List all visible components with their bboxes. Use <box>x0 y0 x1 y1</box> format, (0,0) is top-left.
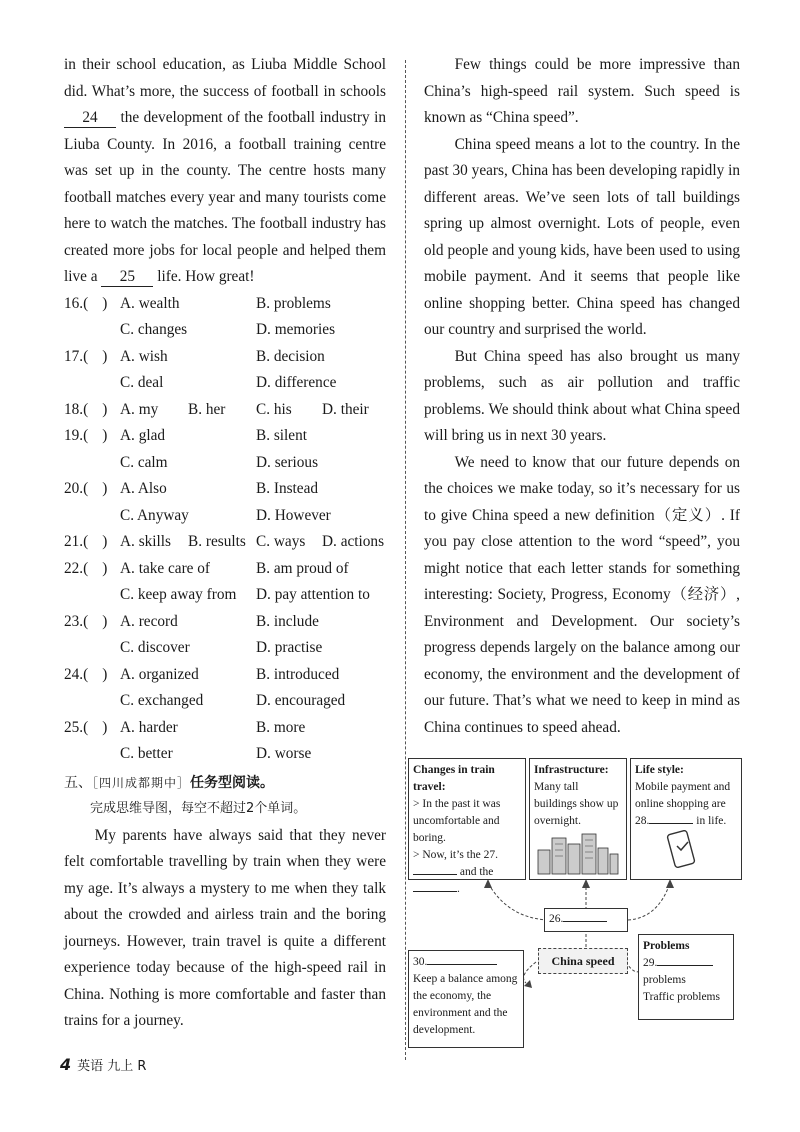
option-c: C. deal <box>120 374 164 391</box>
question-row-continued <box>64 450 386 477</box>
passage-paragraph <box>64 52 386 291</box>
lifestyle-text <box>635 779 737 830</box>
question-paren: ) <box>102 533 108 550</box>
question-paren: ) <box>102 427 108 444</box>
question-number <box>64 344 107 371</box>
option-b: B. decision <box>256 347 325 365</box>
question-paren: ) <box>102 612 108 630</box>
option-a: A. Also <box>120 480 167 497</box>
question-num-text: 18.( <box>64 400 89 418</box>
section-title: 任务型阅读。 <box>190 774 275 791</box>
question-num-text: 21.( <box>64 533 89 550</box>
option-c: C. discover <box>120 639 190 656</box>
question-paren: ) <box>102 718 108 736</box>
question-row <box>64 291 386 318</box>
lifestyle-text-b: in life. <box>696 815 727 827</box>
question-number <box>64 423 107 450</box>
question-paren: ) <box>102 347 108 365</box>
question-number <box>64 529 107 556</box>
blank-26 <box>563 921 607 922</box>
question-num-text: 17.( <box>64 347 89 365</box>
mobile-phone-icon <box>663 830 703 870</box>
option-a: A. my <box>120 400 159 418</box>
option-a: A. glad <box>120 427 166 444</box>
problems-box <box>638 934 734 1020</box>
passage-paragraph: Few things could be more impressive than China’s high-speed rail system. Such speed is known as “China speed”. <box>424 56 740 126</box>
question-row <box>64 715 386 742</box>
question-list <box>64 291 386 768</box>
option-a: A. wish <box>120 347 168 365</box>
question-row <box>64 529 386 556</box>
center-label: China speed <box>551 954 615 968</box>
question-row <box>64 556 386 583</box>
blank-29-label: 29. <box>643 957 658 969</box>
question-number <box>64 609 107 636</box>
option-d: D. difference <box>256 374 337 391</box>
question-row-continued <box>64 503 386 530</box>
option-b: B. include <box>256 612 319 630</box>
question-number <box>64 556 107 583</box>
option-c: C. Anyway <box>120 506 189 524</box>
option-a: A. record <box>120 612 178 630</box>
right-column <box>424 52 740 741</box>
left-column <box>64 52 386 1035</box>
question-row-continued <box>64 317 386 344</box>
option-d: D. pay attention to <box>256 586 370 603</box>
blank-27 <box>413 874 457 875</box>
blank-30 <box>427 964 497 965</box>
train-changes-title: Changes in train travel: <box>413 764 495 793</box>
question-paren: ) <box>102 559 108 577</box>
question-paren: ) <box>102 400 108 418</box>
train-changes-box <box>408 758 526 895</box>
lifestyle-title: Life style: <box>635 764 684 776</box>
option-b: B. her <box>188 400 226 418</box>
option-c: C. his <box>256 400 292 418</box>
question-row-continued <box>64 741 386 768</box>
text-segment: the development of the football industry in Liuba County. In 2016, a football training centre was set up in the county. The centre hosts many football matches every year and many tourists come here to watch the matches. The football industry has created more jobs for local people and helped them live a <box>64 109 386 285</box>
blank-26-label: 26. <box>549 913 564 925</box>
footer-label: 英语 九上 R <box>77 1059 147 1074</box>
text-segment: life. How great! <box>157 268 255 285</box>
question-row <box>64 344 386 371</box>
option-c: C. changes <box>120 321 188 338</box>
infrastructure-text: Many tall buildings show up overnight. <box>534 781 619 827</box>
passage-paragraph: But China speed has also brought us many problems, such as air pollution and traffic problems. We should think about what China speed will bring us in next 30 years. <box>424 347 740 444</box>
blank-25: 25 <box>101 268 153 287</box>
option-d: D. encouraged <box>256 692 346 709</box>
section-instruction: 完成思维导图，每空不超过2个单词。 <box>90 801 307 816</box>
problems-title: Problems <box>643 940 690 952</box>
question-row <box>64 476 386 503</box>
text-segment: in their school education, as Liuba Middle School did. What’s more, the success of football in schools <box>64 56 386 100</box>
mind-map <box>408 758 744 1053</box>
option-d: D. actions <box>322 533 385 550</box>
train-changes-past: > In the past it was uncomfortable and boring. <box>413 798 501 844</box>
question-number <box>64 662 107 689</box>
question-row <box>64 397 386 424</box>
option-d: D. serious <box>256 453 319 471</box>
option-b: B. introduced <box>256 665 340 683</box>
train-now-and: and the <box>459 866 494 878</box>
option-d: D. their <box>322 400 369 418</box>
option-b: B. more <box>256 718 306 736</box>
option-c: C. exchanged <box>120 692 204 709</box>
option-b: B. results <box>188 533 246 550</box>
infrastructure-box <box>529 758 627 880</box>
blank-28 <box>649 823 693 824</box>
option-a: A. organized <box>120 665 199 683</box>
question-row-continued <box>64 370 386 397</box>
question-paren: ) <box>102 665 108 683</box>
balance-text: Keep a balance among the economy, the environment and the development. <box>413 973 518 1036</box>
question-number <box>64 397 107 424</box>
blank-29 <box>657 965 713 966</box>
problems-item: problems <box>643 974 686 986</box>
option-c: C. calm <box>120 453 168 471</box>
infrastructure-title: Infrastructure: <box>534 764 609 776</box>
blank-24: 24 <box>64 109 116 128</box>
option-d: D. However <box>256 506 331 524</box>
question-num-text: 25.( <box>64 718 89 736</box>
column-divider <box>405 60 406 1060</box>
question-num-text: 16.( <box>64 294 89 312</box>
passage-paragraph: My parents have always said that they never felt comfortable travelling by train when they were my age. It’s always a mystery to me when they talk about the crowded and airless train and the boring journeys. However, train travel is quite a different experience today because of the high-speed rail in China. Nothing is more comfortable and faster than trains for a journey. <box>64 826 386 1029</box>
question-row <box>64 609 386 636</box>
question-number <box>64 291 107 318</box>
section-heading <box>64 770 386 797</box>
question-row-continued <box>64 582 386 609</box>
question-number <box>64 476 107 503</box>
lifestyle-text-a: Mobile payment and online shopping are <box>635 781 731 810</box>
question-number <box>64 715 107 742</box>
option-a: A. skills <box>120 533 171 550</box>
lifestyle-box <box>630 758 742 880</box>
question-row-continued <box>64 635 386 662</box>
option-d: D. worse <box>256 745 312 762</box>
question-row <box>64 662 386 689</box>
option-c: C. keep away from <box>120 586 237 603</box>
question-num-text: 24.( <box>64 665 89 683</box>
option-d: D. memories <box>256 321 336 338</box>
page-number: 4 <box>60 1055 72 1074</box>
question-paren: ) <box>102 480 108 497</box>
blank-28-label: 28. <box>635 815 650 827</box>
section-number: 五、 <box>64 774 92 791</box>
question-num-text: 19.( <box>64 427 89 444</box>
option-c: C. ways <box>256 533 306 550</box>
page-footer <box>60 1055 146 1074</box>
question-num-text: 20.( <box>64 480 89 497</box>
passage-paragraph: China speed means a lot to the country. In the past 30 years, China has been developing rapidly in different areas. We’ve seen lots of tall buildings spring up almost overnight. Lots of people, even old people and young kids, have been used to using mobile payment. And it seems that people like online shopping better. China speed has changed our country and surprised the world. <box>424 135 740 338</box>
option-b: B. am proud of <box>256 559 349 577</box>
buildings-icon <box>534 832 622 876</box>
question-num-text: 23.( <box>64 612 89 630</box>
passage-paragraph: We need to know that our future depends on the choices we make today, so it’s necessary for us to give China speed a new definition（定义）. If you pay close attention to the word “speed”, you might notice that each letter stands for something interesting: Society, Progress, Economy（经济）, Environment and Development. Our society’s progress depends largely on the balance among our economy, the environment and the development of our future. That’s what we need to keep in mind as China continues to speed ahead. <box>424 453 740 736</box>
blank-26-box <box>544 908 628 932</box>
option-a: A. take care of <box>120 559 211 577</box>
blank-27b <box>413 891 457 892</box>
question-row-continued <box>64 688 386 715</box>
option-d: D. practise <box>256 639 323 656</box>
option-b: B. problems <box>256 294 331 312</box>
train-now-text: Now, it’s the 27. <box>422 849 498 861</box>
balance-box <box>408 950 524 1048</box>
option-b: B. Instead <box>256 480 319 497</box>
option-c: C. better <box>120 745 173 762</box>
question-num-text: 22.( <box>64 559 89 577</box>
train-past-text: In the past it was uncomfortable and boring. <box>413 798 501 844</box>
blank-30-label: 30. <box>413 956 428 968</box>
question-row <box>64 423 386 450</box>
section-tag: ［四川成都期中］ <box>92 775 191 790</box>
option-a: A. wealth <box>120 294 180 312</box>
option-b: B. silent <box>256 427 307 444</box>
train-changes-now: > Now, it’s the 27. and the. <box>413 849 498 895</box>
option-a: A. harder <box>120 718 178 736</box>
china-speed-center <box>538 948 628 974</box>
question-paren: ) <box>102 294 108 312</box>
problems-item: Traffic problems <box>643 991 720 1003</box>
